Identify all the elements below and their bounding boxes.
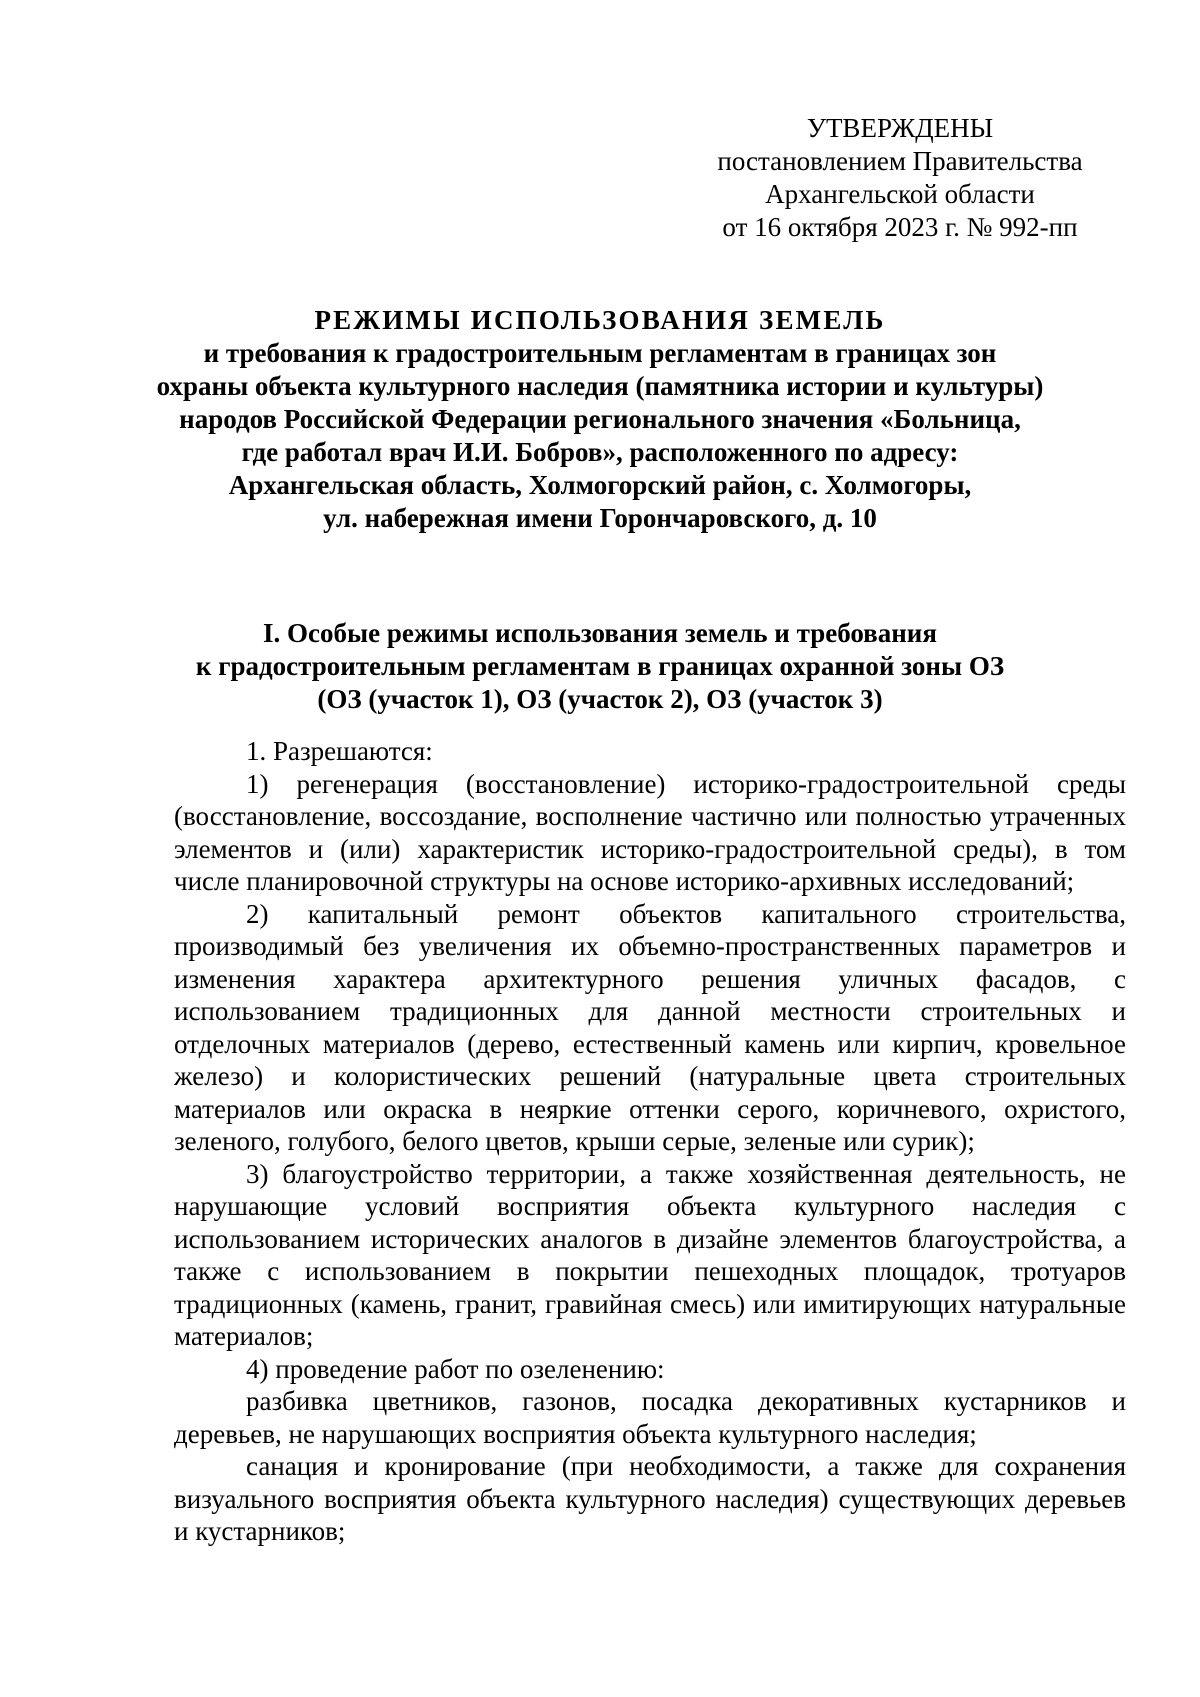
approval-stamp	[700, 112, 1100, 244]
approval-date-number: от 16 октября 2023 г. № 992-пп	[722, 212, 1078, 242]
document-title-line: ул. набережная имени Горончаровского, д. 10	[323, 503, 877, 533]
section-heading-line: I. Особые режимы использования земель и требования	[263, 618, 937, 648]
document-title-main: РЕЖИМЫ ИСПОЛЬЗОВАНИЯ ЗЕМЕЛЬ	[314, 305, 886, 335]
paragraph-greening-planting: разбивка цветников, газонов, посадка декоративных кустарников и деревьев, не нарушающих восприятия объекта культурного наследия;	[174, 1386, 1126, 1449]
paragraph-subitem-3: 3) благоустройство территории, а также хозяйственная деятельность, не нарушающие условий восприятия объекта культурного наследия с использованием исторических аналогов в дизайне элементов благоустройства, а также с использованием в покрытии пешеходных площадок, тротуаров традиционных (камень, гранит, гравийная смесь) или имитирующих натуральные материалов;	[174, 1158, 1126, 1351]
document-title-line: народов Российской Федерации регионального значения «Больница,	[179, 404, 1021, 434]
approval-region: Архангельской области	[765, 179, 1035, 209]
paragraph-subitem-1: 1) регенерация (восстановление) историко-градостроительной среды (восстановление, воссоздание, восполнение частично или полностью утраченных элементов и (или) характеристик историко-градостроительной среды), в том числе планировочной структуры на основе историко-архивных исследований;	[174, 768, 1126, 896]
document-title-line: где работал врач И.И. Бобров», расположенного по адресу:	[241, 437, 959, 467]
document-title	[150, 304, 1050, 535]
paragraph-item-1: 1. Разрешаются:	[246, 736, 433, 766]
section-heading	[150, 617, 1050, 716]
approval-heading: УТВЕРЖДЕНЫ	[806, 113, 994, 143]
paragraph-subitem-2: 2) капитальный ремонт объектов капитального строительства, производимый без увеличения их объемно-пространственных параметров и изменения характера архитектурного решения уличных фасадов, с использованием традиционных для данной местности строительных и отделочных материалов (дерево, естественный камень или кирпич, кровельное железо) и колористических решений (натуральные цвета строительных материалов или окраска в неяркие оттенки серого, коричневого, охристого, зеленого, голубого, белого цветов, крыши серые, зеленые или сурик);	[174, 898, 1126, 1156]
section-heading-line: к градостроительным регламентам в границах охранной зоны ОЗ	[195, 651, 1005, 681]
approval-authority: постановлением Правительства	[717, 146, 1083, 176]
section-heading-line: (ОЗ (участок 1), ОЗ (участок 2), ОЗ (участок 3)	[317, 684, 883, 714]
paragraph-greening-sanitation: санация и кронирование (при необходимости, а также для сохранения визуального восприятия объекта культурного наследия) существующих деревьев и кустарников;	[174, 1451, 1126, 1546]
document-title-line: и требования к градостроительным регламентам в границах зон	[203, 338, 997, 368]
section-body	[174, 735, 1126, 1548]
document-title-line: охраны объекта культурного наследия (памятника истории и культуры)	[156, 371, 1044, 401]
document-title-line: Архангельская область, Холмогорский район, с. Холмогоры,	[228, 470, 972, 500]
paragraph-subitem-4: 4) проведение работ по озеленению:	[246, 1353, 665, 1384]
